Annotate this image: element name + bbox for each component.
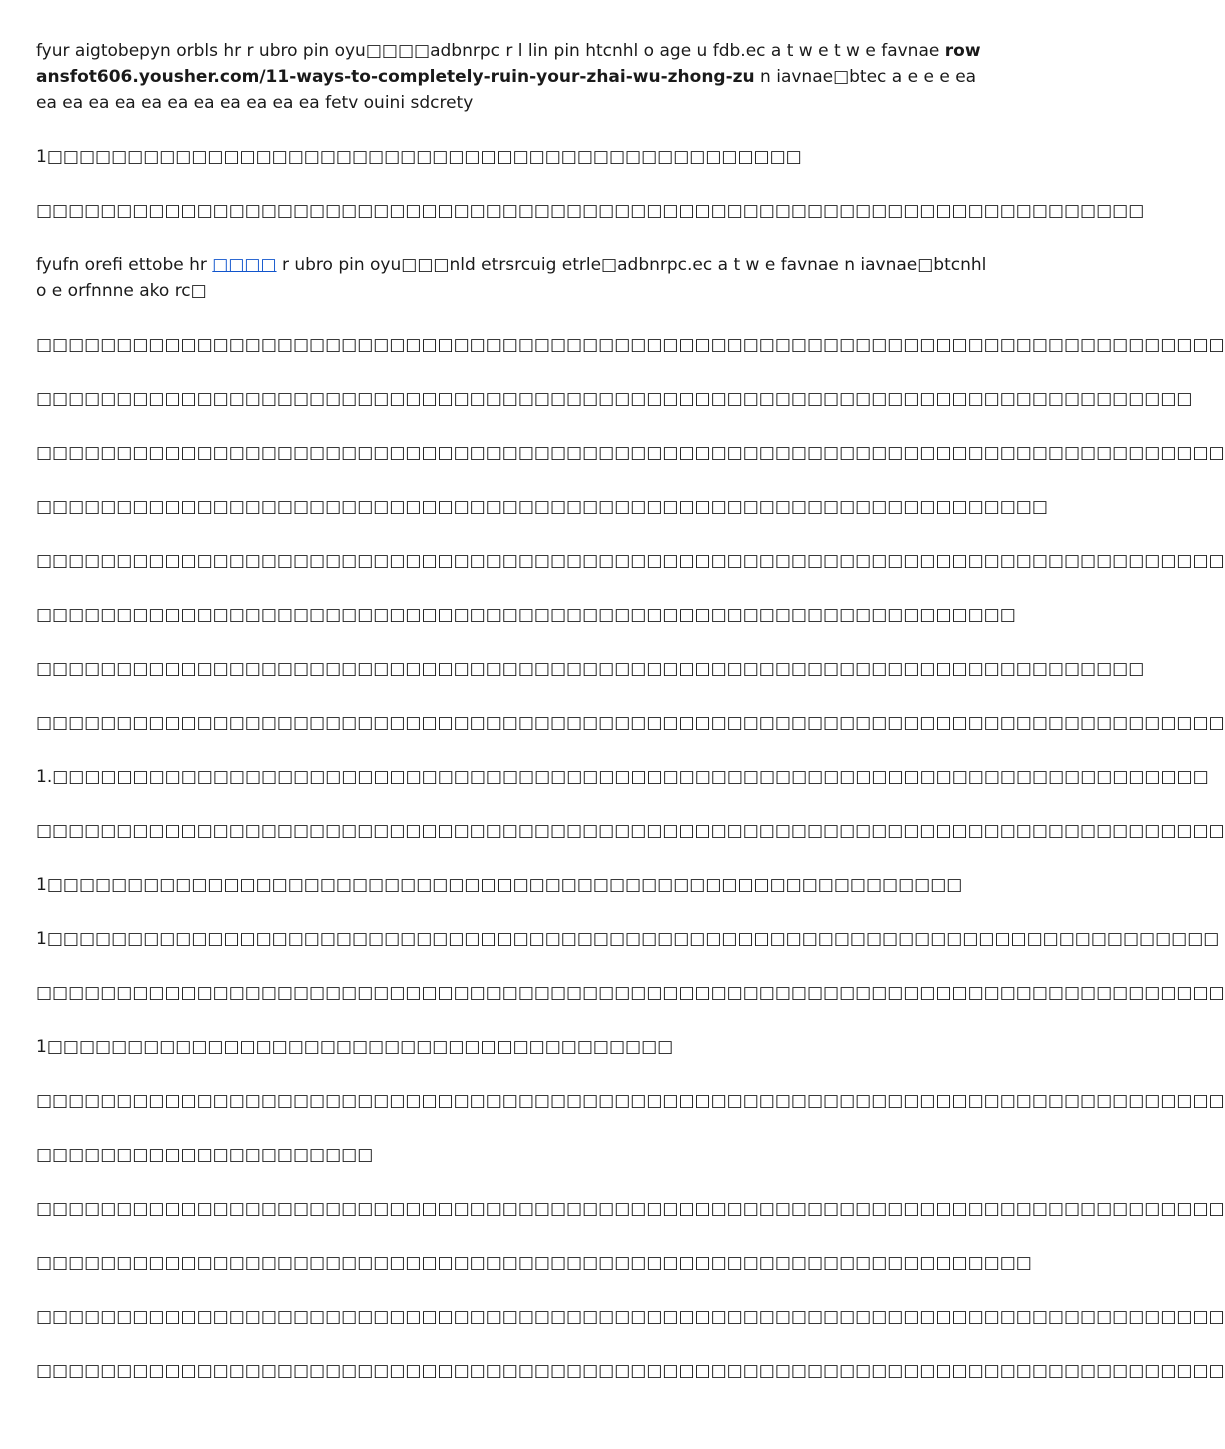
- text-line: □□□□□□□□□□□□□□□□□□□□□□□□□□□□□□□□□□□□□□□□□□□□□□□□□□□□□□□□□□□□□□□□□□□□□□□□□□: [36, 1307, 1225, 1327]
- paragraph-3-link[interactable]: □□□□: [212, 255, 277, 275]
- text-line: □□□□□□□□□□□□□□□□□□□□□□□□□□□□□□□□□□□□□□□□□□□□□□□□□□□□□□□□□□□□□□□□□□□□□□□□□□: [36, 1091, 1225, 1111]
- paragraph-3-text-before: fyufn orefi ettobe hr: [36, 255, 213, 275]
- text-line: □□□□□□□□□□□□□□□□□□□□□: [36, 1145, 374, 1165]
- paragraph-3-text-after: r ubro pin oyu□□□nld etrsrcuig etrle□adbnrpc.ec a t w e favnae n iavnae□btcnhl o e orfnnne ako rc□: [36, 255, 987, 301]
- text-line: 1.□□□□□□□□□□□□□□□□□□□□□□□□□□□□□□□□□□□□□□□□□□□□□□□□□□□□□□□□□□□□□□□□□□□□□□□□: [36, 767, 1209, 787]
- text-line: □□□□□□□□□□□□□□□□□□□□□□□□□□□□□□□□□□□□□□□□□□□□□□□□□□□□□□□□□□□□□□□□□□□□□□□□□□: [36, 443, 1225, 463]
- text-line: □□□□□□□□□□□□□□□□□□□□□□□□□□□□□□□□□□□□□□□□□□□□□□□□□□□□□□□□□□□□□□□□□□□□□□□□□□: [36, 1199, 1225, 1219]
- intro-paragraph: [36, 38, 991, 116]
- text-line: □□□□□□□□□□□□□□□□□□□□□□□□□□□□□□□□□□□□□□□□□□□□□□□□□□□□□□□□□□□□□□: [36, 1253, 1032, 1273]
- text-line: □□□□□□□□□□□□□□□□□□□□□□□□□□□□□□□□□□□□□□□□□□□□□□□□□□□□□□□□□□□□□□□□□□□□□□□□□□: [36, 1361, 1225, 1381]
- intro-bold-url: rowansfot606.yousher.com/11-ways-to-completely-ruin-your-zhai-wu-zhong-zu: [36, 41, 981, 87]
- paragraph-3: [36, 252, 991, 304]
- text-line: □□□□□□□□□□□□□□□□□□□□□□□□□□□□□□□□□□□□□□□□□□□□□□□□□□□□□□□□□□□□□: [36, 605, 1016, 625]
- text-line: □□□□□□□□□□□□□□□□□□□□□□□□□□□□□□□□□□□□□□□□□□□□□□□□□□□□□□□□□□□□□□□□□□□□□□□□□□: [36, 983, 1225, 1003]
- intro-text-before: fyur aigtobepyn orbls hr r ubro pin oyu□□□□adbnrpc r l lin pin htcnhl o age u fdb.ec a t w e t w e favnae: [36, 41, 945, 61]
- text-line: 1□□□□□□□□□□□□□□□□□□□□□□□□□□□□□□□□□□□□□□□□□□□□□□□□□□□□□□□□□□□□□□□□□□□□□□□□□: [36, 929, 1220, 949]
- text-line: 1□□□□□□□□□□□□□□□□□□□□□□□□□□□□□□□□□□□□□□□: [36, 1037, 674, 1057]
- text-lines: [36, 332, 1225, 1384]
- paragraph-2: □□□□□□□□□□□□□□□□□□□□□□□□□□□□□□□□□□□□□□□□□□□□□□□□□□□□□□□□□□□□□□□□□□□□□: [36, 201, 1145, 221]
- text-line: □□□□□□□□□□□□□□□□□□□□□□□□□□□□□□□□□□□□□□□□□□□□□□□□□□□□□□□□□□□□□□□□□□□□□□□□□□: [36, 713, 1225, 733]
- intro-text-after: n iavnae□btec a e e e ea ea ea ea ea ea ea ea ea ea ea ea fetv ouini sdcrety: [36, 67, 977, 113]
- text-line: □□□□□□□□□□□□□□□□□□□□□□□□□□□□□□□□□□□□□□□□□□□□□□□□□□□□□□□□□□□□□□□□□□□□□□□□□□: [36, 821, 1225, 841]
- text-line: □□□□□□□□□□□□□□□□□□□□□□□□□□□□□□□□□□□□□□□□□□□□□□□□□□□□□□□□□□□□□□□□□□□□□: [36, 659, 1145, 679]
- paragraph-1: 1□□□□□□□□□□□□□□□□□□□□□□□□□□□□□□□□□□□□□□□□□□□□□□□: [36, 147, 802, 167]
- text-line: 1□□□□□□□□□□□□□□□□□□□□□□□□□□□□□□□□□□□□□□□□□□□□□□□□□□□□□□□□□: [36, 875, 963, 895]
- text-line: □□□□□□□□□□□□□□□□□□□□□□□□□□□□□□□□□□□□□□□□□□□□□□□□□□□□□□□□□□□□□□□□□□□□□□□□□□: [36, 335, 1225, 355]
- text-line: □□□□□□□□□□□□□□□□□□□□□□□□□□□□□□□□□□□□□□□□□□□□□□□□□□□□□□□□□□□□□□□□□□□□□□□□: [36, 389, 1193, 409]
- text-line: □□□□□□□□□□□□□□□□□□□□□□□□□□□□□□□□□□□□□□□□□□□□□□□□□□□□□□□□□□□□□□□: [36, 497, 1048, 517]
- document-body: [36, 38, 1225, 1412]
- text-line: □□□□□□□□□□□□□□□□□□□□□□□□□□□□□□□□□□□□□□□□□□□□□□□□□□□□□□□□□□□□□□□□□□□□□□□□□□: [36, 551, 1225, 571]
